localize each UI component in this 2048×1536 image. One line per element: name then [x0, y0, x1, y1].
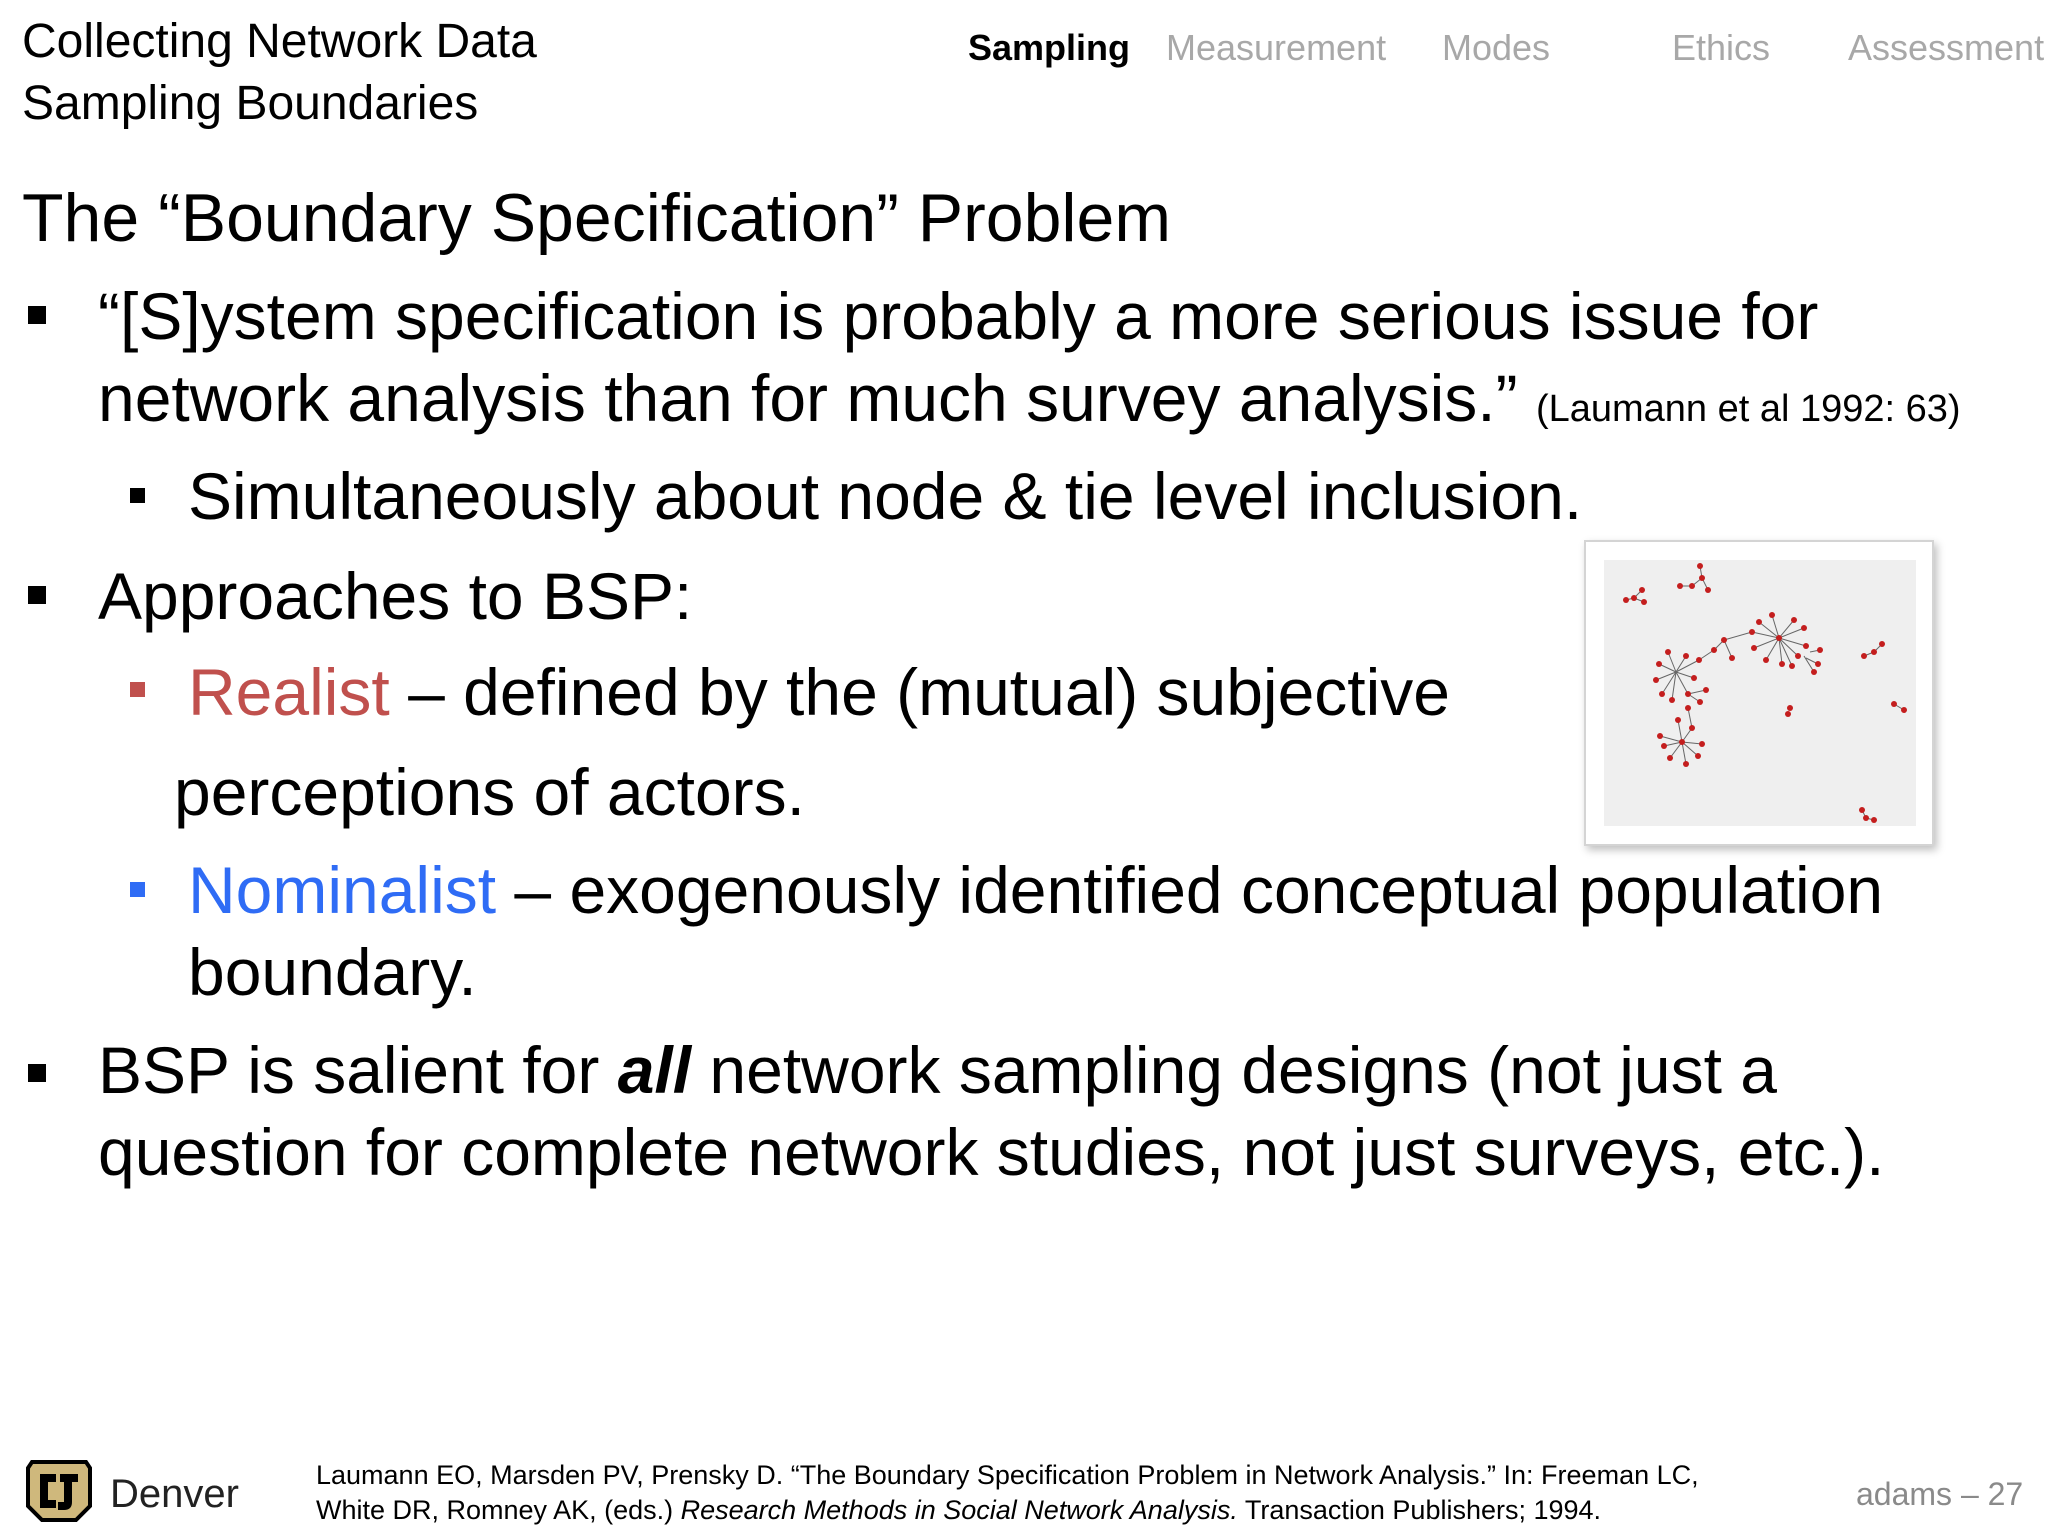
sub-bullet-inclusion: Simultaneously about node & tie level inclusion.	[188, 459, 1583, 533]
salience-emphasis: all	[617, 1033, 692, 1107]
nominalist-item	[188, 850, 1883, 930]
reference-line-2	[316, 1493, 1601, 1527]
nav-sampling[interactable]: Sampling	[968, 27, 1131, 68]
nav-ethics[interactable]: Ethics	[1672, 27, 1771, 68]
salience-line-1	[98, 1030, 1777, 1110]
nav-measurement[interactable]: Measurement	[1166, 27, 1387, 68]
section-title: Sampling Boundaries	[22, 77, 479, 130]
realist-bullet-marker	[130, 682, 145, 697]
approaches-heading: Approaches to BSP:	[98, 559, 693, 633]
nominalist-definition: – exogenously identified conceptual population	[496, 853, 1884, 927]
quote-text: network analysis than for much survey analysis.”	[98, 361, 1518, 435]
reference-line-1: Laumann EO, Marsden PV, Prensky D. “The Boundary Specification Problem in Network Analysis.” In: Freeman LC,	[316, 1460, 1699, 1490]
nominalist-term: Nominalist	[188, 853, 497, 927]
realist-item	[188, 652, 1450, 732]
nav-assessment[interactable]: Assessment	[1848, 27, 2045, 68]
sub-bullet-marker	[130, 488, 145, 503]
bullet-marker	[28, 306, 46, 324]
reference-publisher: Transaction Publishers; 1994.	[1237, 1495, 1602, 1525]
nominalist-bullet-marker	[130, 882, 145, 897]
nav-modes[interactable]: Modes	[1442, 27, 1551, 68]
slide-heading: The “Boundary Specification” Problem	[22, 180, 1171, 256]
quote-line-2	[98, 358, 1961, 449]
citation: (Laumann et al 1992: 63)	[1535, 388, 1961, 430]
nominalist-item-cont: boundary.	[188, 935, 477, 1009]
network-graph	[1604, 560, 1916, 826]
cu-logo-icon	[26, 1458, 92, 1524]
quote-line-1: “[S]ystem specification is probably a more serious issue for	[98, 279, 1819, 353]
network-figure	[1584, 540, 1934, 846]
reference-book-title: Research Methods in Social Network Analysis.	[680, 1495, 1238, 1525]
realist-definition: – defined by the (mutual) subjective	[389, 655, 1451, 729]
salience-post: network sampling designs (not just a	[691, 1033, 1777, 1107]
realist-item-cont: perceptions of actors.	[174, 755, 805, 829]
bullet-marker	[28, 1064, 46, 1082]
reference-editors: White DR, Romney AK, (eds.)	[316, 1495, 681, 1525]
deck-title: Collecting Network Data	[22, 15, 537, 68]
realist-term: Realist	[188, 655, 390, 729]
page-number: adams – 27	[1856, 1476, 2024, 1512]
salience-pre: BSP is salient for	[98, 1033, 618, 1107]
salience-line-2: question for complete network studies, not just surveys, etc.).	[98, 1115, 1885, 1189]
bullet-marker	[28, 586, 46, 604]
brand-text: Denver	[110, 1472, 239, 1516]
